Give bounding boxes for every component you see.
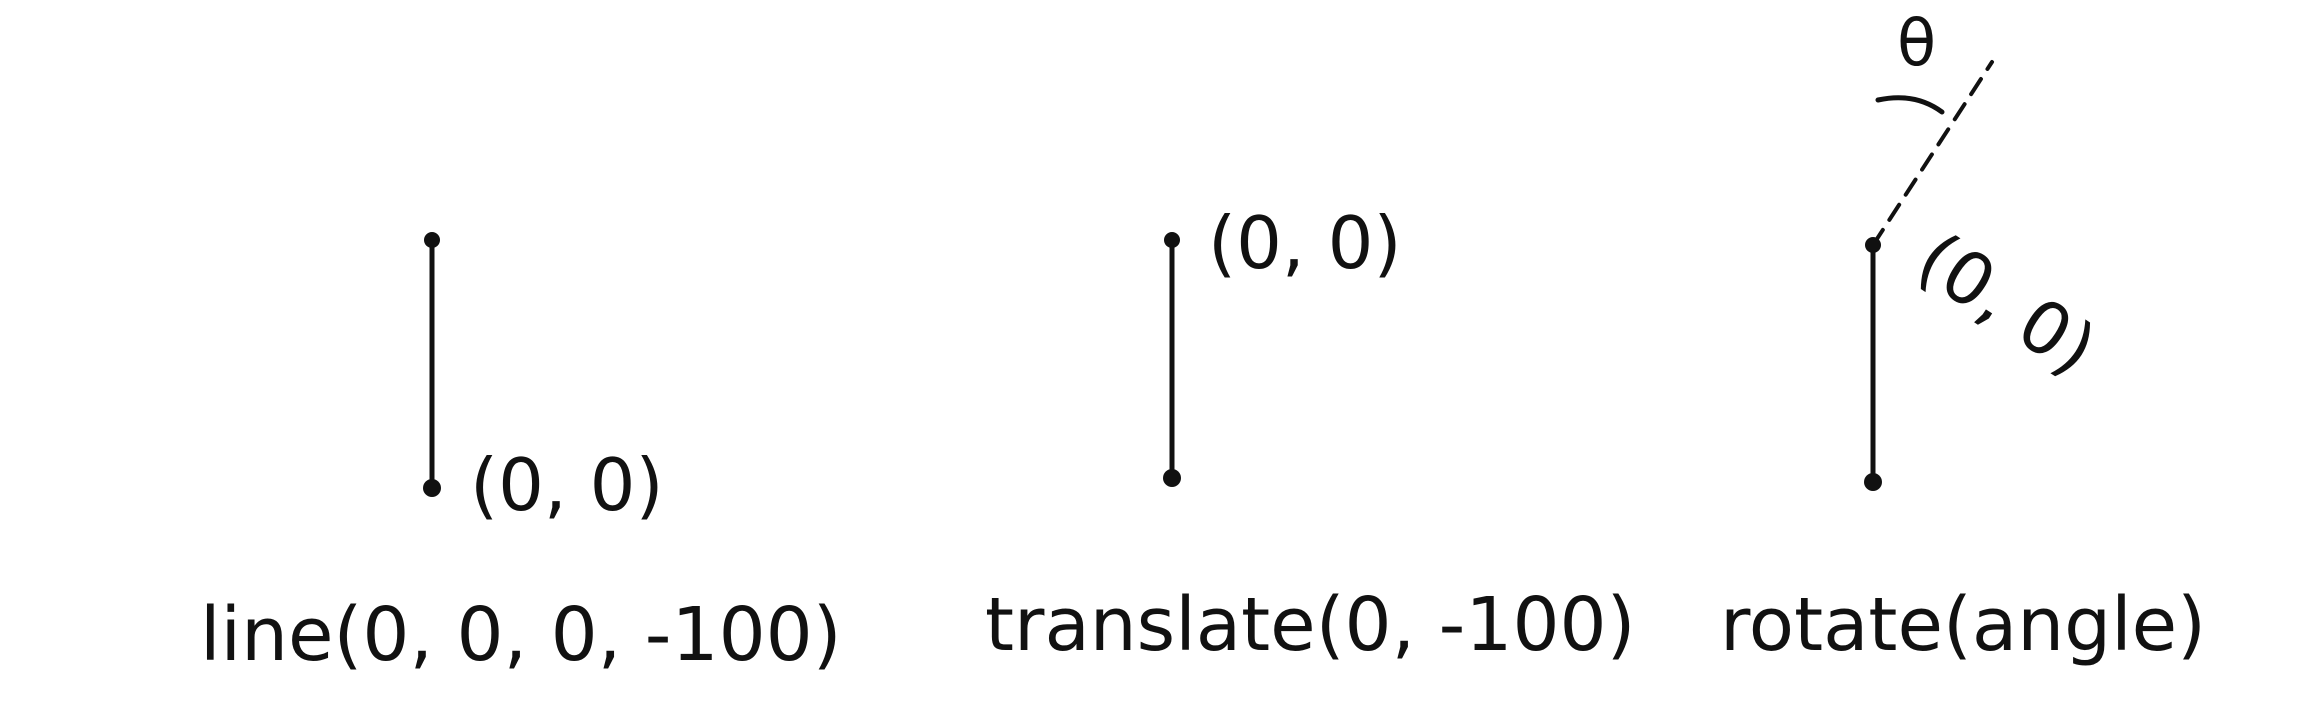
line-end-dot [424,232,440,248]
angle-symbol: θ [1897,7,1937,81]
rotate-caption: rotate(angle) [1720,582,2207,668]
rotated-dashed-line [1873,62,1992,245]
panel-rotate [1720,7,2206,668]
line-origin-label: (0, 0) [470,443,664,527]
translate-top-dot [1164,232,1180,248]
line-start-dot [423,479,441,497]
panel-line [200,232,842,678]
rotate-bottom-dot [1864,473,1882,491]
rotate-origin-label: (0, 0) [1902,215,2111,392]
angle-arc [1878,98,1942,112]
rotate-top-dot [1865,237,1881,253]
panel-translate [985,201,1636,668]
translate-caption: translate(0, -100) [985,582,1636,668]
line-caption: line(0, 0, 0, -100) [200,592,842,678]
translate-origin-label: (0, 0) [1208,201,1402,285]
translate-bottom-dot [1163,469,1181,487]
